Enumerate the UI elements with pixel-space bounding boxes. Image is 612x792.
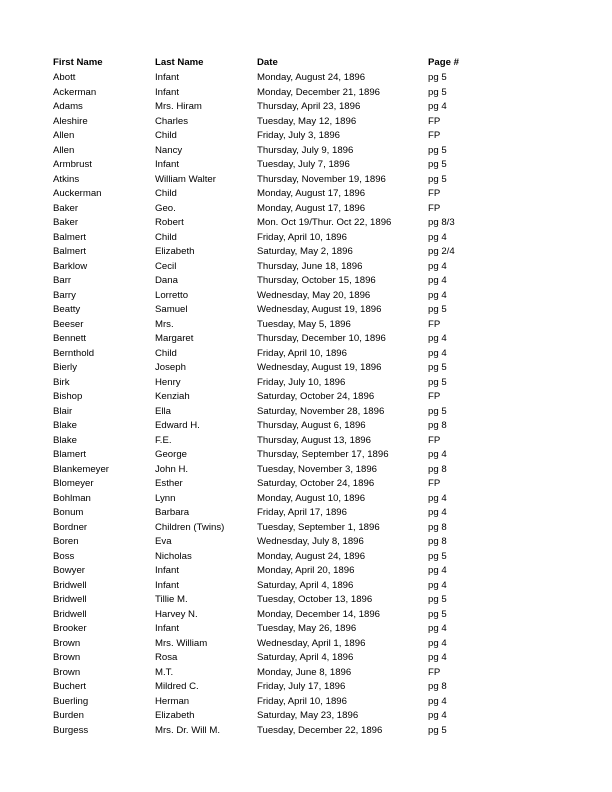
page-cell: pg 5 <box>428 608 447 620</box>
table-row <box>53 405 573 420</box>
table-row <box>53 158 573 173</box>
first-name-cell: Auckerman <box>53 188 102 199</box>
table-row <box>53 419 573 434</box>
date-cell: Friday, April 10, 1896 <box>257 695 347 707</box>
last-name-cell: Henry <box>155 376 181 388</box>
first-name-cell: Bordner <box>53 521 88 533</box>
page-cell: pg 4 <box>428 231 447 243</box>
last-name-cell: Joseph <box>155 362 186 373</box>
last-name-cell: Eva <box>155 536 172 547</box>
page-cell: pg 5 <box>428 173 447 185</box>
last-name-cell: Geo. <box>155 202 176 214</box>
date-cell: Thursday, July 9, 1896 <box>257 144 354 156</box>
first-name-cell: Bridwell <box>53 594 87 605</box>
date-cell: Saturday, May 2, 1896 <box>257 246 353 257</box>
date-cell: Thursday, October 15, 1896 <box>257 275 376 286</box>
first-name-cell: Bonum <box>53 507 84 518</box>
page-cell: pg 4 <box>428 260 447 272</box>
page-cell: pg 5 <box>428 86 447 98</box>
table-row <box>53 695 573 710</box>
table-row <box>53 144 573 159</box>
date-cell: Monday, August 17, 1896 <box>257 188 366 199</box>
page-cell: FP <box>428 202 441 214</box>
page-cell: FP <box>428 434 441 446</box>
date-cell: Monday, June 8, 1896 <box>257 666 352 678</box>
last-name-cell: Infant <box>155 565 180 576</box>
first-name-cell: Bridwell <box>53 579 87 591</box>
last-name-cell: Mrs. Dr. Will M. <box>155 724 221 736</box>
death-notice-index-table <box>53 55 573 738</box>
first-name-cell: Bowyer <box>53 565 85 576</box>
date-cell: Monday, August 24, 1896 <box>257 550 366 562</box>
page-cell: FP <box>428 391 441 402</box>
last-name-cell: Mrs. William <box>155 637 208 649</box>
table-row <box>53 709 573 724</box>
date-cell: Saturday, April 4, 1896 <box>257 652 354 663</box>
table-row <box>53 202 573 217</box>
first-name-cell: Blair <box>53 405 73 417</box>
page-cell: pg 4 <box>428 565 447 576</box>
first-name-cell: Bishop <box>53 391 83 402</box>
table-row <box>53 318 573 333</box>
table-row <box>53 129 573 144</box>
table-row <box>53 477 573 492</box>
page-cell: pg 5 <box>428 594 447 605</box>
last-name-cell: John H. <box>155 463 189 475</box>
page-cell: pg 4 <box>428 507 447 518</box>
first-name-cell: Brown <box>53 652 81 663</box>
table-row <box>53 303 573 318</box>
last-name-cell: Child <box>155 231 177 243</box>
table-row <box>53 463 573 478</box>
page-cell: pg 4 <box>428 579 447 591</box>
page-cell: pg 8 <box>428 521 447 533</box>
table-row <box>53 115 573 130</box>
last-name-cell: Esther <box>155 478 183 489</box>
first-name-cell: Buchert <box>53 681 87 692</box>
last-name-cell: Child <box>155 188 177 199</box>
date-cell: Wednesday, August 19, 1896 <box>257 304 382 315</box>
first-name-cell: Bierly <box>53 362 77 373</box>
last-name-cell: Mrs. Hiram <box>155 101 202 112</box>
date-cell: Saturday, April 4, 1896 <box>257 579 354 591</box>
table-row <box>53 608 573 623</box>
last-name-cell: Harvey N. <box>155 608 198 620</box>
last-name-cell: Mrs. <box>155 318 174 330</box>
table-row <box>53 666 573 681</box>
date-cell: Monday, August 10, 1896 <box>257 492 366 504</box>
first-name-cell: Baker <box>53 202 79 214</box>
date-cell: Tuesday, October 13, 1896 <box>257 594 373 605</box>
table-row <box>53 492 573 507</box>
first-name-cell: Bridwell <box>53 608 87 620</box>
date-cell: Monday, August 17, 1896 <box>257 202 366 214</box>
table-row <box>53 724 573 739</box>
page-cell: pg 4 <box>428 449 447 460</box>
date-cell: Saturday, May 23, 1896 <box>257 710 359 721</box>
page-cell: pg 5 <box>428 304 447 315</box>
last-name-cell: Kenziah <box>155 391 190 402</box>
last-name-cell: Child <box>155 347 177 359</box>
date-cell: Thursday, December 10, 1896 <box>257 333 386 344</box>
header-date: Date <box>257 57 278 68</box>
date-cell: Friday, April 10, 1896 <box>257 347 347 359</box>
date-cell: Thursday, August 13, 1896 <box>257 434 371 446</box>
last-name-cell: Nicholas <box>155 550 192 562</box>
page-cell: pg 8 <box>428 536 447 547</box>
date-cell: Monday, April 20, 1896 <box>257 565 355 576</box>
date-cell: Tuesday, May 12, 1896 <box>257 115 357 127</box>
date-cell: Friday, July 17, 1896 <box>257 681 346 692</box>
header-last-name: Last Name <box>155 57 204 68</box>
table-row <box>53 216 573 231</box>
table-row <box>53 173 573 188</box>
table-row <box>53 622 573 637</box>
table-row <box>53 361 573 376</box>
first-name-cell: Blake <box>53 434 77 446</box>
date-cell: Thursday, November 19, 1896 <box>257 173 386 185</box>
table-row <box>53 332 573 347</box>
table-row <box>53 521 573 536</box>
page-cell: FP <box>428 188 441 199</box>
first-name-cell: Blankemeyer <box>53 463 109 475</box>
page-cell: FP <box>428 666 441 678</box>
last-name-cell: Herman <box>155 695 190 707</box>
page-cell: pg 8/3 <box>428 217 455 228</box>
page-cell: pg 8 <box>428 681 447 692</box>
table-row <box>53 390 573 405</box>
date-cell: Mon. Oct 19/Thur. Oct 22, 1896 <box>257 217 392 228</box>
date-cell: Saturday, October 24, 1896 <box>257 391 375 402</box>
table-row <box>53 593 573 608</box>
page-cell: pg 4 <box>428 710 447 721</box>
table-row <box>53 506 573 521</box>
last-name-cell: Infant <box>155 159 180 170</box>
page-cell: pg 5 <box>428 376 447 388</box>
first-name-cell: Bohlman <box>53 492 91 504</box>
table-row <box>53 71 573 86</box>
first-name-cell: Armbrust <box>53 159 92 170</box>
first-name-cell: Ackerman <box>53 86 97 98</box>
date-cell: Wednesday, July 8, 1896 <box>257 536 364 547</box>
page-cell: pg 4 <box>428 347 447 359</box>
page-cell: FP <box>428 115 441 127</box>
page-cell: pg 5 <box>428 144 447 156</box>
page-cell: pg 2/4 <box>428 246 455 257</box>
table-row <box>53 260 573 275</box>
first-name-cell: Barry <box>53 289 76 301</box>
table-row <box>53 231 573 246</box>
first-name-cell: Balmert <box>53 246 87 257</box>
last-name-cell: Infant <box>155 623 180 634</box>
last-name-cell: Mildred C. <box>155 681 199 692</box>
date-cell: Monday, December 21, 1896 <box>257 86 381 98</box>
date-cell: Friday, April 17, 1896 <box>257 507 347 518</box>
date-cell: Tuesday, July 7, 1896 <box>257 159 350 170</box>
table-row <box>53 100 573 115</box>
first-name-cell: Brown <box>53 666 81 678</box>
last-name-cell: Ella <box>155 405 171 417</box>
table-row <box>53 86 573 101</box>
page-cell: pg 4 <box>428 695 447 707</box>
first-name-cell: Blake <box>53 420 77 431</box>
first-name-cell: Boss <box>53 550 75 562</box>
first-name-cell: Barklow <box>53 260 88 272</box>
first-name-cell: Balmert <box>53 231 87 243</box>
last-name-cell: Dana <box>155 275 178 286</box>
header-row <box>53 55 573 71</box>
last-name-cell: Barbara <box>155 507 190 518</box>
date-cell: Thursday, August 6, 1896 <box>257 420 366 431</box>
last-name-cell: M.T. <box>155 666 174 678</box>
last-name-cell: George <box>155 449 187 460</box>
page-cell: pg 5 <box>428 362 447 373</box>
first-name-cell: Bernthold <box>53 347 95 359</box>
table-row <box>53 550 573 565</box>
last-name-cell: Margaret <box>155 333 194 344</box>
page-cell: pg 4 <box>428 637 447 649</box>
table-body <box>53 71 573 738</box>
date-cell: Monday, December 14, 1896 <box>257 608 381 620</box>
header-first-name: First Name <box>53 57 103 68</box>
first-name-cell: Blomeyer <box>53 478 94 489</box>
page-cell: pg 4 <box>428 275 447 286</box>
last-name-cell: Infant <box>155 72 180 83</box>
last-name-cell: Child <box>155 130 177 141</box>
first-name-cell: Barr <box>53 275 72 286</box>
page-cell: FP <box>428 318 441 330</box>
last-name-cell: Lorretto <box>155 289 189 301</box>
table-row <box>53 376 573 391</box>
header-page: Page # <box>428 57 459 68</box>
date-cell: Saturday, November 28, 1896 <box>257 405 385 417</box>
table-row <box>53 535 573 550</box>
last-name-cell: William Walter <box>155 173 216 185</box>
page-cell: pg 4 <box>428 492 447 504</box>
table-row <box>53 434 573 449</box>
last-name-cell: Elizabeth <box>155 246 195 257</box>
last-name-cell: Cecil <box>155 260 177 272</box>
first-name-cell: Buerling <box>53 695 89 707</box>
last-name-cell: Children (Twins) <box>155 521 225 533</box>
first-name-cell: Burgess <box>53 724 89 736</box>
page-cell: FP <box>428 130 441 141</box>
last-name-cell: Charles <box>155 115 189 127</box>
date-cell: Friday, July 3, 1896 <box>257 130 341 141</box>
date-cell: Friday, July 10, 1896 <box>257 376 346 388</box>
last-name-cell: Edward H. <box>155 420 200 431</box>
page-cell: pg 5 <box>428 72 447 83</box>
page-cell: pg 8 <box>428 420 447 431</box>
table-row <box>53 680 573 695</box>
first-name-cell: Beeser <box>53 318 84 330</box>
page-cell: pg 5 <box>428 550 447 562</box>
table-row <box>53 245 573 260</box>
page-cell: pg 5 <box>428 159 447 170</box>
date-cell: Tuesday, November 3, 1896 <box>257 463 377 475</box>
first-name-cell: Birk <box>53 376 70 388</box>
first-name-cell: Beatty <box>53 304 81 315</box>
date-cell: Tuesday, May 26, 1896 <box>257 623 357 634</box>
date-cell: Wednesday, April 1, 1896 <box>257 637 366 649</box>
page-cell: pg 5 <box>428 405 447 417</box>
table-row <box>53 187 573 202</box>
date-cell: Thursday, September 17, 1896 <box>257 449 389 460</box>
last-name-cell: Infant <box>155 86 180 98</box>
page-cell: pg 4 <box>428 101 447 112</box>
page-cell: pg 5 <box>428 724 447 736</box>
first-name-cell: Burden <box>53 710 84 721</box>
last-name-cell: Samuel <box>155 304 188 315</box>
last-name-cell: F.E. <box>155 434 172 446</box>
first-name-cell: Blamert <box>53 449 87 460</box>
first-name-cell: Brown <box>53 637 81 649</box>
page-cell: pg 4 <box>428 652 447 663</box>
last-name-cell: Lynn <box>155 492 176 504</box>
last-name-cell: Robert <box>155 217 184 228</box>
page-cell: pg 4 <box>428 289 447 301</box>
first-name-cell: Abott <box>53 72 76 83</box>
last-name-cell: Elizabeth <box>155 710 195 721</box>
table-row <box>53 651 573 666</box>
last-name-cell: Infant <box>155 579 180 591</box>
last-name-cell: Nancy <box>155 144 183 156</box>
date-cell: Tuesday, December 22, 1896 <box>257 724 383 736</box>
table-row <box>53 274 573 289</box>
first-name-cell: Aleshire <box>53 115 88 127</box>
first-name-cell: Boren <box>53 536 79 547</box>
first-name-cell: Allen <box>53 144 75 156</box>
date-cell: Thursday, June 18, 1896 <box>257 260 363 272</box>
first-name-cell: Baker <box>53 217 79 228</box>
page-cell: pg 4 <box>428 333 447 344</box>
first-name-cell: Allen <box>53 130 75 141</box>
last-name-cell: Rosa <box>155 652 178 663</box>
date-cell: Wednesday, August 19, 1896 <box>257 362 382 373</box>
page-cell: pg 4 <box>428 623 447 634</box>
table-row <box>53 637 573 652</box>
date-cell: Friday, April 10, 1896 <box>257 231 347 243</box>
first-name-cell: Bennett <box>53 333 87 344</box>
first-name-cell: Adams <box>53 101 83 112</box>
date-cell: Tuesday, September 1, 1896 <box>257 521 380 533</box>
date-cell: Monday, August 24, 1896 <box>257 72 366 83</box>
first-name-cell: Atkins <box>53 173 80 185</box>
page-cell: FP <box>428 478 441 489</box>
date-cell: Saturday, October 24, 1896 <box>257 478 375 489</box>
table-row <box>53 564 573 579</box>
last-name-cell: Tillie M. <box>155 594 188 605</box>
date-cell: Thursday, April 23, 1896 <box>257 101 361 112</box>
table-row <box>53 347 573 362</box>
page-cell: pg 8 <box>428 463 447 475</box>
date-cell: Tuesday, May 5, 1896 <box>257 318 351 330</box>
table-row <box>53 289 573 304</box>
date-cell: Wednesday, May 20, 1896 <box>257 289 371 301</box>
table-row <box>53 448 573 463</box>
table-row <box>53 579 573 594</box>
first-name-cell: Brooker <box>53 623 87 634</box>
